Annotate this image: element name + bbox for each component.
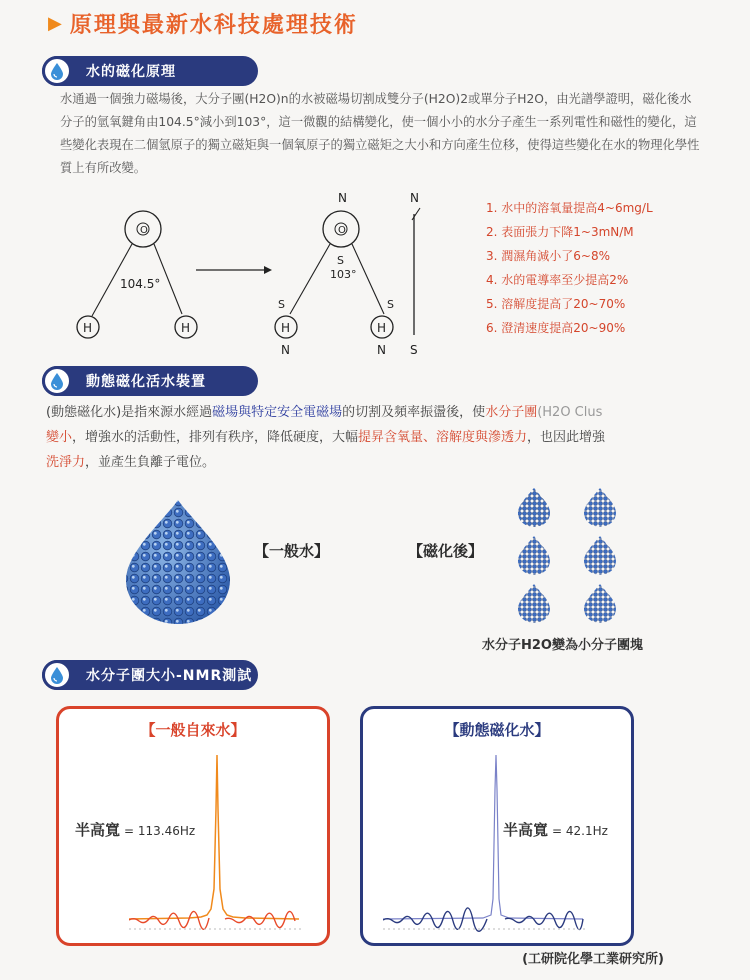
list-item: 2. 表面張力下降1~3mN/M [486, 225, 634, 239]
highlight-text: 變小 [46, 430, 73, 445]
list-item: 3. 潤濕角減小了6~8% [486, 249, 610, 263]
text-span: (動態磁化水)是指來源水經過 [46, 405, 213, 420]
source-credit: (工研院化學工業研究所) [522, 952, 664, 967]
section-title: 水分子團大小-NMR測試 [86, 668, 253, 684]
text-span: 的切割及頻率振盪後，使 [342, 405, 486, 420]
fwhm-value: = 42.1Hz [552, 824, 608, 838]
arrow-head-icon [264, 266, 272, 274]
nmr-panel-tap-water [56, 706, 330, 946]
list-item: 5. 溶解度提高了20~70% [486, 297, 626, 311]
atom-o-label: O [338, 225, 346, 236]
angle-before-label: 104.5° [120, 277, 161, 291]
pole-n-label: N [338, 191, 347, 205]
water-drop-icon [42, 56, 72, 86]
pole-s-label: S [278, 298, 285, 311]
pole-n-label: N [377, 343, 386, 357]
nmr-spectrum-narrow [383, 749, 613, 939]
section-header-nmr [42, 660, 258, 690]
highlight-text: 提昇含氧量、溶解度與滲透力 [358, 430, 528, 445]
text-span: (H2O Clus [537, 405, 603, 420]
small-water-clusters [512, 486, 636, 626]
highlight-text: 水分子團 [485, 405, 538, 420]
section-title: 動態磁化活水裝置 [86, 374, 206, 390]
page-title [48, 8, 358, 39]
highlight-text: 洗淨力 [46, 455, 86, 470]
molecule-diagram [0, 180, 480, 360]
page-title-text: 原理與最新水科技處理技術 [69, 13, 358, 38]
pole-s-label: S [387, 298, 394, 311]
pole-n-label: N [281, 343, 290, 357]
pole-s-label: S [410, 343, 418, 357]
list-item: 4. 水的電導率至少提高2% [486, 273, 629, 287]
water-drop-icon [42, 366, 72, 396]
section-header-device [42, 366, 258, 396]
fwhm-label: 半高寬 [503, 821, 549, 839]
pole-n-label: N [410, 191, 419, 205]
effects-list [486, 196, 653, 340]
text-span: ，增強水的活動性，排列有秩序，降低硬度，大幅 [72, 430, 359, 445]
water-molecule-before [77, 211, 197, 338]
fwhm-value: = 113.46Hz [124, 824, 196, 838]
pole-s-label: S [337, 254, 344, 267]
label-normal-water: 【一般水】 [254, 542, 330, 560]
atom-h-label: H [377, 321, 387, 335]
nmr-title: 【一般自來水】 [140, 721, 246, 739]
large-water-cluster-drop [118, 496, 238, 626]
device-paragraph [46, 400, 710, 475]
atom-h-label: H [181, 321, 191, 335]
fwhm-label: 半高寬 [75, 821, 121, 839]
highlight-text: 磁場與特定安全電磁場 [212, 405, 343, 420]
nmr-spectrum-wide [129, 749, 319, 939]
section-title: 水的磁化原理 [86, 64, 176, 80]
cluster-caption: 水分子H2O變為小分子團塊 [482, 638, 643, 653]
section-header-principle [42, 56, 258, 86]
text-span: ，並產生負離子電位。 [85, 455, 216, 470]
nmr-panel-magnetized-water [360, 706, 634, 946]
atom-h-label: H [281, 321, 291, 335]
text-span: ，也因此增強 [527, 430, 606, 445]
triangle-bullet-icon: ▶ [48, 13, 64, 34]
magnetic-field-bar [410, 191, 420, 357]
list-item: 1. 水中的溶氧量提高4~6mg/L [486, 201, 653, 215]
atom-o-label: O [140, 225, 148, 236]
nmr-title: 【動態磁化水】 [444, 721, 550, 739]
label-magnetized-water: 【磁化後】 [408, 542, 484, 560]
principle-paragraph: 水通過一個強力磁場後，大分子團(H2O)n的水被磁場切割成雙分子(H2O)2或單分子H2O，由光譜學證明，磁化後水分子的氫氧鍵角由104.5°減小到103°，這一微觀的結構變化，使一個小小的水分子產生一系列電性和磁性的變化，這些變化表現在二個氫原子的獨立磁矩與一個氧原子的獨立磁矩之大小和方向產生位移，使得這些變化在水的物理化學性質上有所改變。 [60, 92, 700, 175]
angle-after-label: 103° [330, 268, 357, 281]
water-molecule-after [275, 191, 394, 357]
atom-h-label: H [83, 321, 93, 335]
list-item: 6. 澄清速度提高20~90% [486, 321, 626, 335]
water-drop-icon [42, 660, 72, 690]
